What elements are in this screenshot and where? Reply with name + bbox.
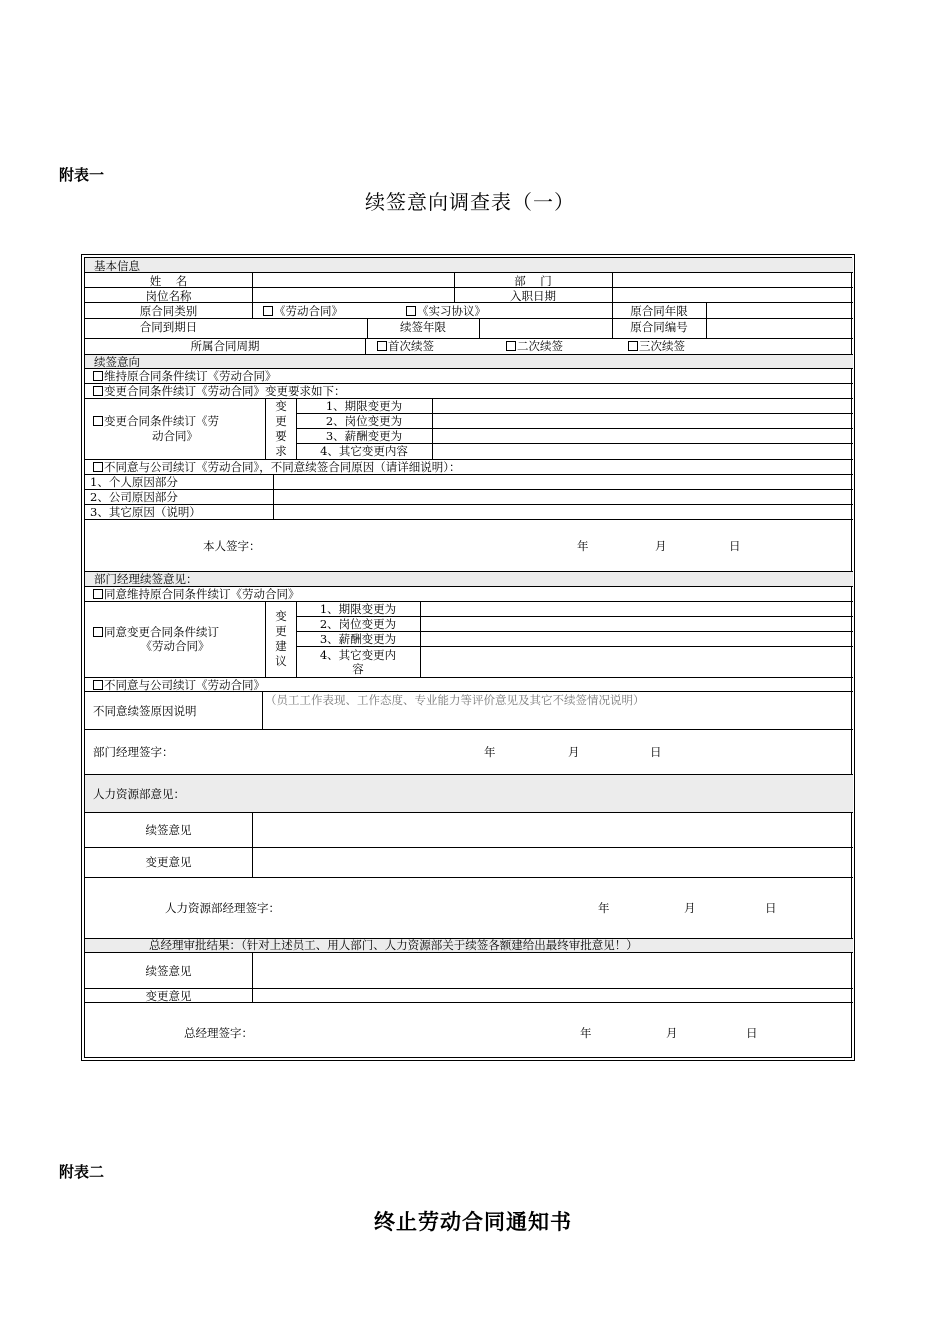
contract-years-label: 原合同年限 [630,304,688,318]
hr-sign-day: 日 [765,901,777,915]
gm-renew-opinion-label: 续签意见 [145,964,192,978]
employee-sign-day: 日 [729,539,741,553]
change-requirement-vertical-label: 变更要求 [275,399,287,458]
manager-sign-month: 月 [568,745,580,759]
gm-renew-opinion-input[interactable] [253,953,852,987]
mgr-item-position: 2、岗位变更为 [319,617,397,631]
mgr-item-salary: 3、薪酬变更为 [319,632,397,646]
renewal-intent-header: 续签意向 [94,355,140,369]
change-terms-left-option[interactable]: 变更合同条件续订《劳 [93,414,219,428]
checkbox-icon [93,589,103,599]
manager-sign-day: 日 [650,745,662,759]
basic-info-header: 基本信息 [94,259,140,273]
gm-approval-header: 总经理审批结果：（针对上述员工、用人部门、人力资源部关于续签各额建给出最终审批意见！） [149,938,638,952]
period-second-renewal-option[interactable]: 二次续签 [506,339,563,353]
mgr-item-term: 1、期限变更为 [319,602,397,616]
change-terms-option[interactable]: 变更合同条件续订《劳动合同》变更要求如下： [93,384,346,398]
contract-years-input[interactable] [707,303,852,317]
keep-terms-option[interactable]: 维持原合同条件续订《劳动合同》 [93,369,277,383]
renew-years-input[interactable] [480,319,611,337]
expiry-date-label: 合同到期日 [139,320,198,334]
reason-company-input[interactable] [274,490,852,503]
manager-opinion-header: 部门经理续签意见： [94,572,198,586]
checkbox-icon [93,462,103,472]
hr-change-opinion-label: 变更意见 [145,855,192,869]
period-third-renewal-option[interactable]: 三次续签 [628,339,685,353]
expiry-date-input[interactable] [253,319,366,337]
manager-signature-label: 部门经理签字： [93,745,174,759]
employee-sign-month: 月 [655,539,667,553]
position-label: 岗位名称 [145,289,192,303]
change-item-term: 1、期限变更为 [325,399,403,413]
appendix-2-label: 附表二 [59,1163,105,1181]
checkbox-icon [377,341,387,351]
contract-type-intern-option[interactable]: 《实习协议》 [406,304,486,318]
manager-change-terms-option[interactable]: 同意变更合同条件续订 [93,625,219,639]
manager-disagree-option[interactable]: 不同意与公司续订《劳动合同》 [93,678,265,692]
reason-other-label: 3、其它原因（说明） [90,505,201,519]
checkbox-icon [93,371,103,381]
disagree-reason-label: 不同意续签原因说明 [93,704,197,718]
checkbox-icon [628,341,638,351]
reason-company-label: 2、公司原因部分 [90,490,178,504]
change-item-salary: 3、薪酬变更为 [325,429,403,443]
hire-date-input[interactable] [613,288,852,302]
reason-other-input[interactable] [274,505,852,518]
checkbox-icon [406,306,416,316]
contract-no-label: 原合同编号 [630,320,688,334]
checkbox-icon [93,627,103,637]
hr-opinion-header: 人力资源部意见： [93,787,185,801]
disagree-reason-hint[interactable]: （员工工作表现、工作态度、专业能力等评价意见及其它不续签情况说明） [265,693,645,707]
hire-date-label: 入职日期 [510,289,556,303]
reason-personal-input[interactable] [274,475,852,488]
reason-personal-label: 1、个人原因部分 [90,475,178,489]
appendix-1-label: 附表一 [59,166,105,184]
gm-sign-day: 日 [746,1026,758,1040]
contract-type-labor-option[interactable]: 《劳动合同》 [263,304,343,318]
renew-years-label: 续签年限 [400,320,446,334]
hr-manager-signature-label: 人力资源部经理签字： [165,901,280,915]
hr-sign-month: 月 [684,901,696,915]
contract-period-label: 所属合同周期 [190,339,260,353]
employee-sign-year: 年 [577,539,589,553]
hr-renew-opinion-input[interactable] [253,813,852,846]
mgr-item-other-line2: 容 [352,662,364,676]
gm-signature-label: 总经理签字： [184,1026,253,1040]
gm-change-opinion-label: 变更意见 [145,989,192,1003]
change-item-other: 4、其它变更内容 [320,444,408,458]
checkbox-icon [93,680,103,690]
disagree-renewal-option[interactable]: 不同意与公司续订《劳动合同》，不同意续签合同原因（请详细说明）： [93,460,461,474]
checkbox-icon [506,341,516,351]
renewal-survey-form [81,254,855,1061]
gm-sign-month: 月 [666,1026,678,1040]
form-title: 续签意向调查表（一） [365,190,575,214]
gm-change-opinion-input[interactable] [253,989,852,1001]
gm-sign-year: 年 [580,1026,592,1040]
checkbox-icon [93,386,103,396]
hr-renew-opinion-label: 续签意见 [145,823,192,837]
contract-no-input[interactable] [707,319,852,337]
position-input[interactable] [253,288,453,302]
change-terms-left-line2: 动合同》 [152,429,198,443]
department-input[interactable] [613,273,852,287]
change-item-position: 2、岗位变更为 [325,414,403,428]
name-input[interactable] [253,273,453,287]
hr-sign-year: 年 [598,901,610,915]
contract-type-label: 原合同类别 [139,304,198,318]
name-label: 姓 名 [149,274,188,288]
manager-sign-year: 年 [484,745,496,759]
department-label: 部 门 [514,274,552,288]
period-first-renewal-option[interactable]: 首次续签 [377,339,434,353]
termination-notice-title: 终止劳动合同通知书 [374,1209,572,1234]
mgr-item-other: 4、其它变更内 [319,648,397,662]
manager-change-terms-line2: 《劳动合同》 [140,639,210,653]
manager-keep-terms-option[interactable]: 同意维持原合同条件续订《劳动合同》 [93,587,300,601]
checkbox-icon [263,306,273,316]
employee-signature-label: 本人签字： [203,539,261,553]
hr-change-opinion-input[interactable] [253,848,852,876]
checkbox-icon [93,416,103,426]
change-suggestion-vertical-label: 变更建议 [275,609,287,668]
